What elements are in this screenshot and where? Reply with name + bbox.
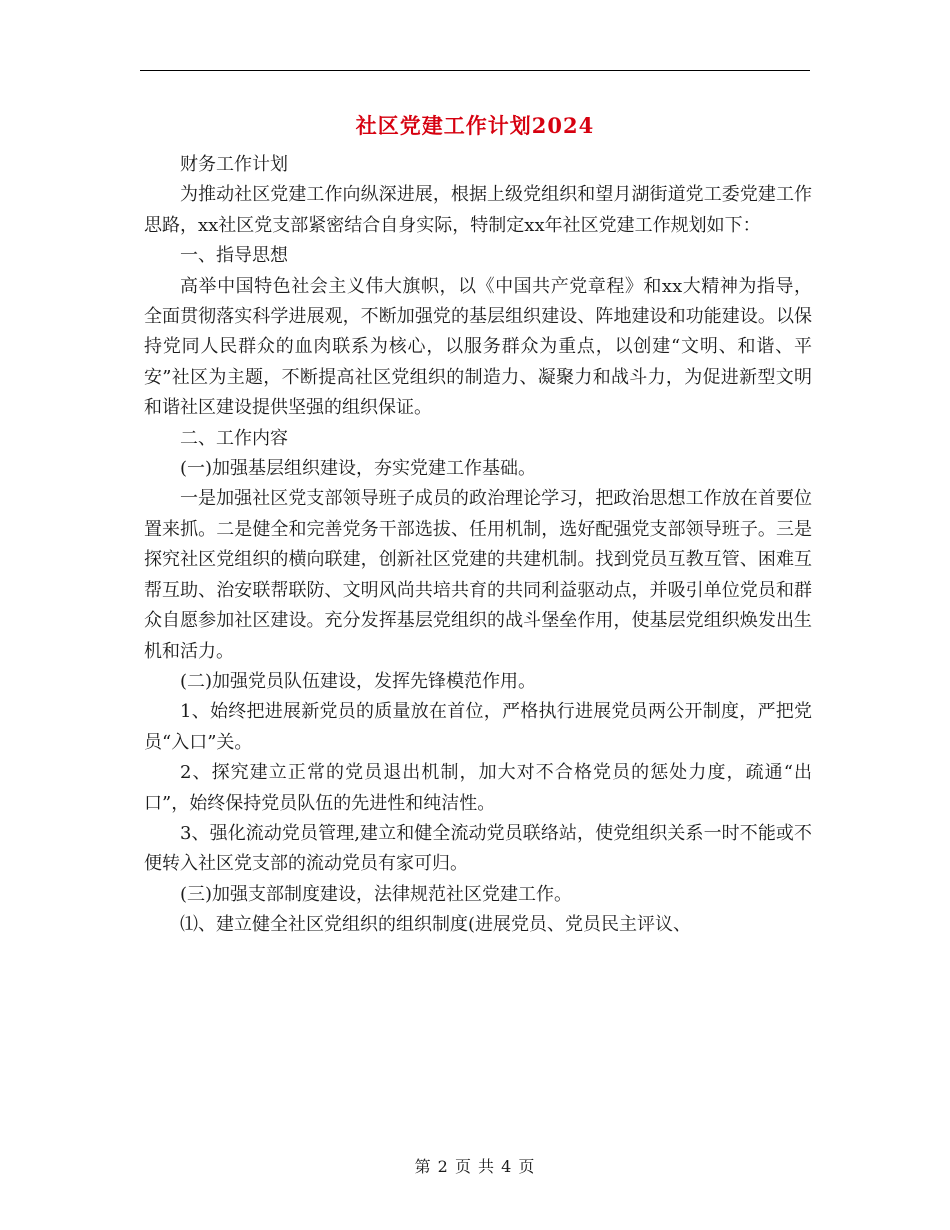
- list-item-3: 3、强化流动党员管理,建立和健全流动党员联络站，使党组织关系一时不能或不便转入社区党支部的流动党员有家可归。: [144, 822, 812, 875]
- subsection-heading-3: (三)加强支部制度建设，法律规范社区党建工作。: [180, 883, 573, 905]
- paragraph-subtitle: 财务工作计划: [180, 154, 288, 175]
- header-rule: [140, 70, 810, 71]
- subsection-heading-2: (二)加强党员队伍建设，发挥先锋模范作用。: [180, 670, 537, 692]
- section-heading-work-content: 二、工作内容: [180, 427, 288, 449]
- list-item-2: 2、探究建立正常的党员退出机制，加大对不合格党员的惩处力度，疏通“出口”，始终保持党员队伍的先进性和纯洁性。: [144, 762, 812, 814]
- document-title: 社区党建工作计划2024: [355, 113, 595, 138]
- document-body: [144, 150, 812, 941]
- list-item-4: ⑴、建立健全社区党组织的组织制度(进展党员、党员民主评议、: [180, 914, 692, 936]
- list-item-1: 1、始终把进展新党员的质量放在首位，严格执行进展党员两公开制度，严把党员“入口”关。: [144, 701, 812, 753]
- paragraph-guiding-ideology: 高举中国特色社会主义伟大旗帜，以《中国共产党章程》和xx大精神为指导，全面贯彻落实科学进展观，不断加强党的基层组织建设、阵地建设和功能建设。以保持党同人民群众的血肉联系为核心，以服务群众为重点，以创建“文明、和谐、平安”社区为主题，不断提高社区党组织的制造力、凝聚力和战斗力，为促进新型文明和谐社区建设提供坚强的组织保证。: [144, 275, 812, 419]
- paragraph-intro: 为推动社区党建工作向纵深进展，根据上级党组织和望月湖街道党工委党建工作思路，xx社区党支部紧密结合自身实际，特制定xx年社区党建工作规划如下：: [144, 184, 812, 236]
- section-heading-guiding-ideology: 一、指导思想: [180, 245, 288, 267]
- paragraph-organization-building: 一是加强社区党支部领导班子成员的政治理论学习，把政治思想工作放在首要位置来抓。二是健全和完善党务干部选拔、任用机制，选好配强党支部领导班子。三是探究社区党组织的横向联建，创新社区党建的共建机制。找到党员互教互管、困难互帮互助、治安联帮联防、文明风尚共培共育的共同利益驱动点，并吸引单位党员和群众自愿参加社区建设。充分发挥基层党组织的战斗堡垒作用，使基层党组织焕发出生机和活力。: [144, 488, 812, 662]
- subsection-heading-1: (一)加强基层组织建设，夯实党建工作基础。: [180, 458, 537, 480]
- page-number-footer: 第 2 页 共 4 页: [414, 1157, 536, 1176]
